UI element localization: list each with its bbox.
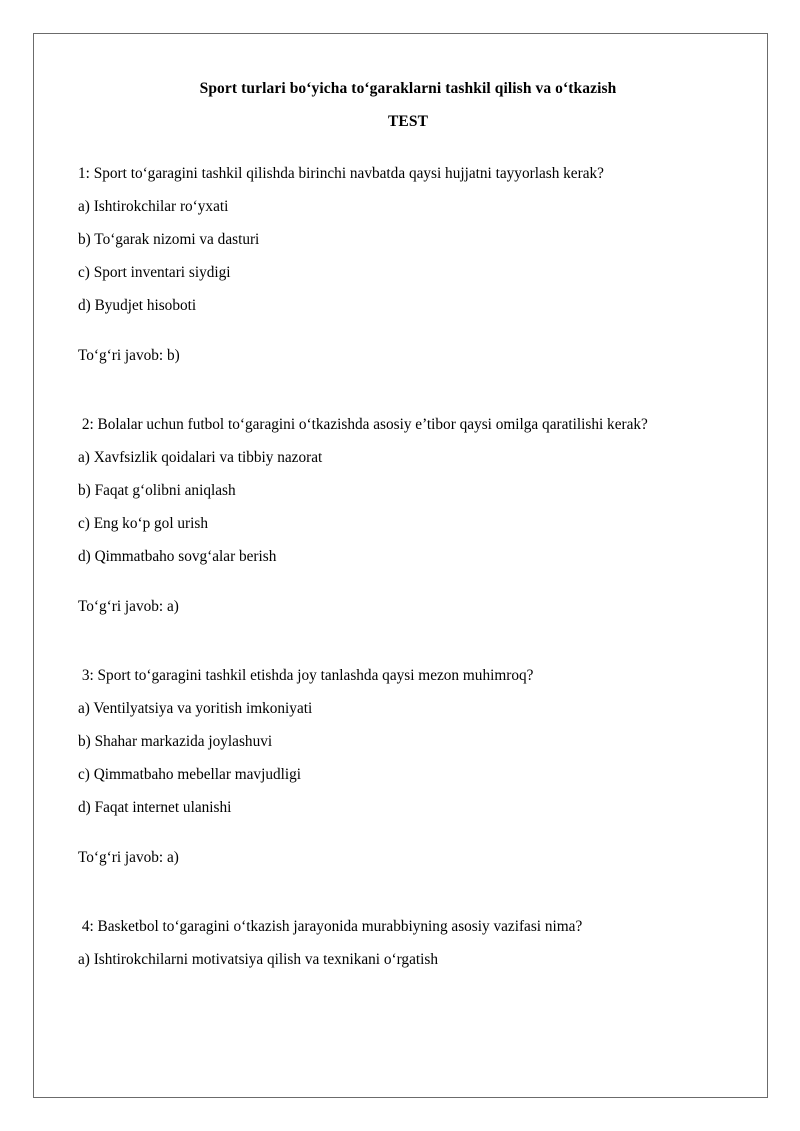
- spacer: [78, 372, 738, 408]
- question-2-option-c: c) Eng ko‘p gol urish: [78, 515, 209, 532]
- question-prompt-2: 2: Bolalar uchun futbol to‘garagini o‘tkazishda asosiy e’tibor qaysi omilga qaratilishi kerak?: [78, 416, 648, 433]
- question-1-option-a: a) Ishtirokchilar ro‘yxati: [78, 198, 229, 215]
- question-prompt-1: 1: Sport to‘garagini tashkil qilishda birinchi navbatda qaysi hujjatni tayyorlash kerak?: [78, 165, 604, 182]
- spacer: [78, 573, 738, 590]
- document-page: [33, 33, 768, 1098]
- document-title-main: Sport turlari bo‘yicha to‘garaklarni tashkil qilish va o‘tkazish: [199, 80, 617, 97]
- question-2-option-b: b) Faqat g‘olibni aniqlash: [78, 482, 236, 499]
- question-3-option-a: a) Ventilyatsiya va yoritish imkoniyati: [78, 700, 313, 717]
- question-2-answer: To‘g‘ri javob: a): [78, 598, 179, 615]
- question-1-option-b: b) To‘garak nizomi va dasturi: [78, 231, 260, 248]
- question-3-option-b: b) Shahar markazida joylashuvi: [78, 733, 273, 750]
- question-3-option-c: c) Qimmatbaho mebellar mavjudligi: [78, 766, 302, 783]
- question-3-answer: To‘g‘ri javob: a): [78, 849, 179, 866]
- document-title-subtitle: TEST: [387, 113, 429, 130]
- question-1-option-d: d) Byudjet hisoboti: [78, 297, 197, 314]
- question-4-option-a: a) Ishtirokchilarni motivatsiya qilish va texnikani o‘rgatish: [78, 951, 438, 968]
- spacer: [78, 138, 738, 157]
- question-3-option-d: d) Faqat internet ulanishi: [78, 799, 232, 816]
- question-block-2: [78, 408, 738, 659]
- question-block-1: [78, 157, 738, 408]
- spacer: [78, 824, 738, 841]
- question-1-option-c: c) Sport inventari siydigi: [78, 264, 231, 281]
- question-block-3: [78, 659, 738, 910]
- question-prompt-4: 4: Basketbol to‘garagini o‘tkazish jarayonida murabbiyning asosiy vazifasi nima?: [78, 918, 583, 935]
- question-2-option-d: d) Qimmatbaho sovg‘alar berish: [78, 548, 277, 565]
- spacer: [78, 322, 738, 339]
- spacer: [78, 623, 738, 659]
- question-1-answer: To‘g‘ri javob: b): [78, 347, 180, 364]
- question-prompt-3: 3: Sport to‘garagini tashkil etishda joy tanlashda qaysi mezon muhimroq?: [78, 667, 534, 684]
- question-2-option-a: a) Xavfsizlik qoidalari va tibbiy nazorat: [78, 449, 323, 466]
- question-block-4: [78, 910, 738, 976]
- spacer: [78, 874, 738, 910]
- document-content: [78, 34, 738, 976]
